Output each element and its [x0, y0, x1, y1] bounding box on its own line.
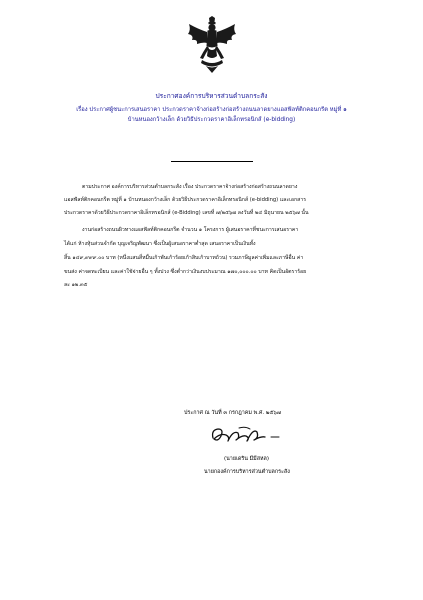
paragraph-2-line-4: ขนส่ง ค่าจดทะเบียน และค่าใช้จ่ายอื่น ๆ ทั้งปวง ซึ่งต่ำกว่าเงินงบประมาณ ๑๗๐,๐๐๐.๐๐ บาท คิดเป็นอัตราร้อย	[64, 269, 307, 275]
paragraph-1-line-2: แอสฟัลท์ติกคอนกรีต หมู่ที่ ๑ บ้านหนองกว้างเล็ก ด้วยวิธีประกวดราคาอิเล็กทรอนิกส์ (e-bidding) และเอกสาร	[64, 197, 307, 203]
announcement-title: ประกาศองค์การบริหารส่วนตำบลกระสัง	[155, 92, 268, 100]
announcement-subject-line-1: เรื่อง ประกาศผู้ชนะการเสนอราคา ประกวดราคาจ้างก่อสร้างก่อสร้างถนนลาดยางแอสฟัลท์ติกคอนกรีต หมู่ที่ ๑	[76, 107, 347, 113]
signer-name: (นายเดริน มีมีสหล)	[224, 456, 269, 462]
signer-title: นายกองค์การบริหารส่วนตำบลกระสัง	[204, 469, 290, 475]
paragraph-1-line-3: ประกวดราคาด้วยวิธีประกวดราคาอิเล็กทรอนิกส์ (e-Bidding) เลขที่ ๗/๒๕๖๗ ลงวันที่ ๒๔ มิถุนายน ๒๕๖๗ นั้น	[64, 210, 309, 216]
announcement-subject-line-2: บ้านหนองกว้างเล็ก ด้วยวิธีประกวดราคาอิเล็กทรอนิกส์ (e-bidding)	[127, 117, 296, 123]
title-divider	[171, 161, 253, 162]
paragraph-1-line-1: ตามประกาศ องค์การบริหารส่วนตำบลกระสัง เรื่อง ประกวดราคาจ้างก่อสร้างก่อสร้างถนนลาดยาง	[82, 184, 298, 190]
signature-image	[209, 424, 283, 446]
announcement-date: ประกาศ ณ วันที่ ๓ กรกฎาคม พ.ศ. ๒๕๖๗	[184, 410, 281, 416]
paragraph-2-line-2: ได้แก่ ห้างหุ้นส่วนจำกัด บุญเจริญพัฒนา ซึ่งเป็นผู้เสนอราคาต่ำสุด เสนอราคาเป็นเงินทั้ง	[64, 241, 256, 247]
paragraph-2-line-5: ละ ๑๒.๓๕	[64, 282, 88, 288]
paragraph-2-line-3: สิ้น ๑๔๙,๙๙๙.๐๐ บาท (หนึ่งแสนสี่หมื่นเก้าพันเก้าร้อยเก้าสิบเก้าบาทถ้วน) รวมภาษีมูลค่าเพิ่มและภาษีอื่น ค่า	[64, 255, 304, 261]
garuda-emblem-icon	[186, 16, 238, 74]
paragraph-2-line-1: งานก่อสร้างถนนผิวทางแอสฟัลท์ติกคอนกรีต จำนวน ๑ โครงการ ผู้เสนอราคาที่ชนะการเสนอราคา	[82, 227, 299, 233]
